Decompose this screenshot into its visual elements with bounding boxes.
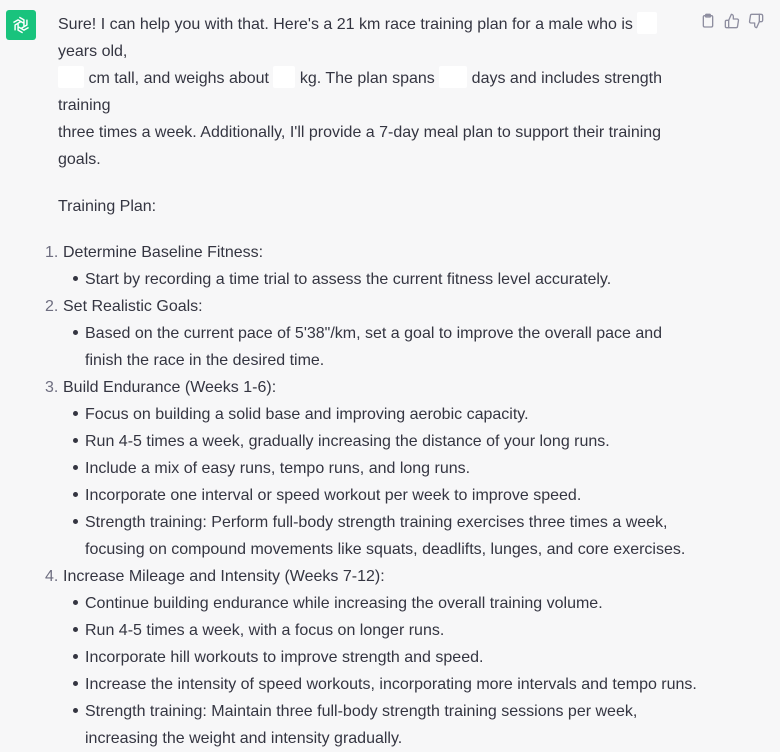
list-item: Run 4-5 times a week, gradually increasing the distance of your long runs. [85, 428, 698, 455]
plan-step: 3. Build Endurance (Weeks 1-6): Focus on building a solid base and improving aerobic capacity. Run 4-5 times a week, gradually increasing the distance of your long runs. Include a mix of easy runs, tempo runs, and long runs. Incorporate one interval or speed workout per week to improve speed. Strength training: Perform full-body strength training exercises three times a week, focusing on compound movements like squats, deadlifts, lunges, and core exercises. [63, 374, 698, 563]
list-item: Strength training: Maintain three full-body strength training sessions per week, increasing the weight and intensity gradually. [85, 698, 698, 752]
list-item: Include a mix of easy runs, tempo runs, and long runs. [85, 455, 698, 482]
step-items [63, 590, 698, 752]
plan-step: 1. Determine Baseline Fitness: Start by recording a time trial to assess the current fitness level accurately. [63, 239, 698, 293]
list-item: Continue building endurance while increasing the overall training volume. [85, 590, 698, 617]
list-item: Run 4-5 times a week, with a focus on longer runs. [85, 617, 698, 644]
intro-text: Sure! I can help you with that. Here's a 21 km race training plan for a male who is [58, 16, 638, 33]
intro-text: three times a week. Additionally, I'll provide a 7-day meal plan to support their training goals. [58, 124, 662, 168]
step-title: Determine Baseline Fitness: [63, 244, 264, 261]
thumbs-up-button[interactable] [723, 12, 741, 30]
intro-text: years old, [58, 43, 128, 60]
openai-logo-icon [10, 14, 32, 36]
intro-text: cm tall, and weighs about [84, 70, 274, 87]
redacted-age [637, 12, 657, 34]
training-plan-list [45, 239, 698, 752]
intro-paragraph [58, 11, 698, 173]
step-title: Set Realistic Goals: [63, 298, 203, 315]
section-heading: Training Plan: [58, 198, 157, 215]
step-items [63, 401, 698, 563]
list-item: Incorporate hill workouts to improve strength and speed. [85, 644, 698, 671]
step-title: Increase Mileage and Intensity (Weeks 7-12): [63, 568, 385, 585]
list-item: Strength training: Perform full-body strength training exercises three times a week, focusing on compound movements like squats, deadlifts, lunges, and core exercises. [85, 509, 698, 563]
clipboard-icon [700, 13, 716, 29]
redacted-height [58, 66, 84, 88]
step-items [63, 320, 698, 374]
assistant-message [45, 11, 698, 752]
redacted-days [439, 66, 467, 88]
thumbs-down-icon [748, 13, 764, 29]
message-actions [699, 12, 765, 30]
intro-text: kg. The plan spans [295, 70, 440, 87]
thumbs-up-icon [724, 13, 740, 29]
step-items [63, 266, 698, 293]
list-item: Incorporate one interval or speed workout per week to improve speed. [85, 482, 698, 509]
list-item: Based on the current pace of 5'38"/km, set a goal to improve the overall pace and finish the race in the desired time. [85, 320, 698, 374]
list-item: Start by recording a time trial to assess the current fitness level accurately. [85, 266, 698, 293]
list-item: Increase the intensity of speed workouts, incorporating more intervals and tempo runs. [85, 671, 698, 698]
thumbs-down-button[interactable] [747, 12, 765, 30]
plan-step: 4. Increase Mileage and Intensity (Weeks 7-12): Continue building endurance while increasing the overall training volume. Run 4-5 times a week, with a focus on longer runs. Incorporate hill workouts to improve strength and speed. Increase the intensity of speed workouts, incorporating more intervals and tempo runs. Strength training: Maintain three full-body strength training sessions per week, increasing the weight and intensity gradually. [63, 563, 698, 752]
redacted-weight [273, 66, 295, 88]
list-item: Focus on building a solid base and improving aerobic capacity. [85, 401, 698, 428]
step-title: Build Endurance (Weeks 1-6): [63, 379, 277, 396]
copy-button[interactable] [699, 12, 717, 30]
intro-text: days and includes strength training [58, 70, 663, 114]
assistant-avatar [6, 10, 36, 40]
plan-step: 2. Set Realistic Goals: Based on the current pace of 5'38"/km, set a goal to improve the overall pace and finish the race in the desired time. [63, 293, 698, 374]
